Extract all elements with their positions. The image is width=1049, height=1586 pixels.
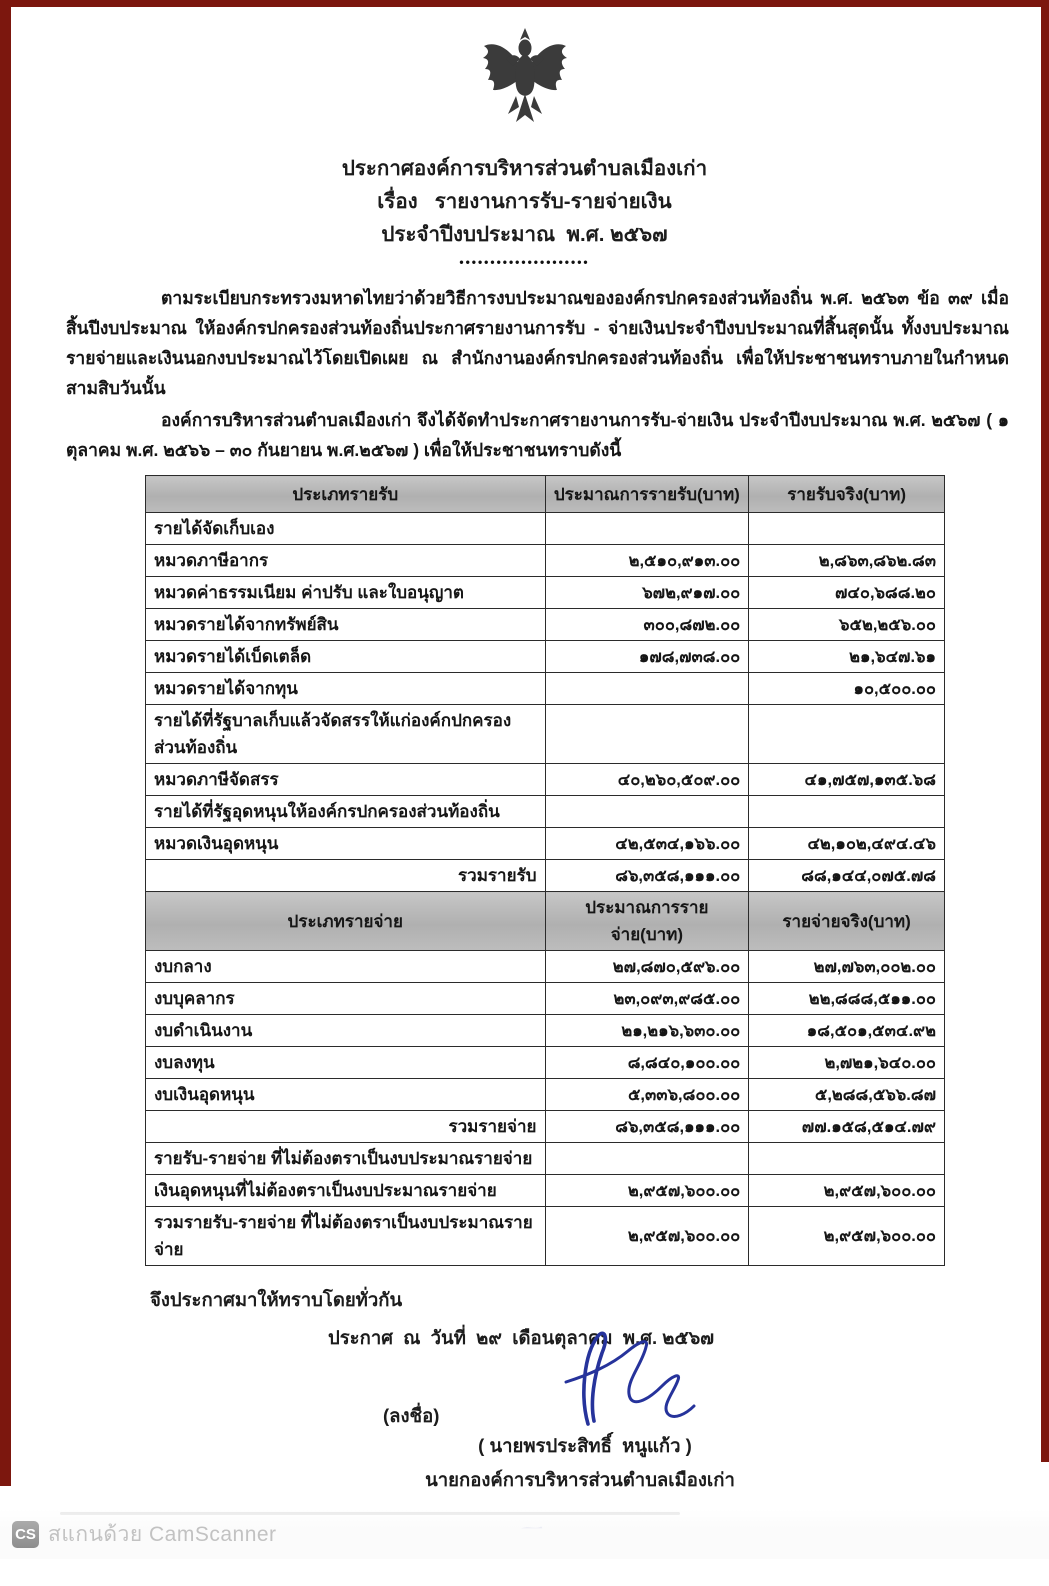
row-estimate: ๖๗๒,๙๑๗.๐๐	[545, 577, 749, 609]
row-label: หมวดรายได้จากทรัพย์สิน	[146, 609, 546, 641]
row-estimate	[545, 1143, 749, 1175]
row-estimate: ๔๒,๕๓๔,๑๖๖.๐๐	[545, 828, 749, 860]
star-divider: •••••••••••••••••••••	[459, 255, 590, 269]
row-actual: ๕,๒๘๘,๕๖๖.๘๗	[749, 1079, 945, 1111]
row-estimate: ๒๓,๐๙๓,๙๘๕.๐๐	[545, 983, 749, 1015]
signature-ink	[548, 1326, 708, 1434]
row-actual: ๒,๙๕๗,๖๐๐.๐๐	[749, 1175, 945, 1207]
row-estimate	[545, 513, 749, 545]
row-actual: ๒,๙๕๗,๖๐๐.๐๐	[749, 1207, 945, 1266]
row-actual: ๗๔๐,๖๘๘.๒๐	[749, 577, 945, 609]
camscanner-badge-icon: CS	[12, 1521, 39, 1548]
row-estimate: ๕,๓๓๖,๘๐๐.๐๐	[545, 1079, 749, 1111]
row-actual: ๗๗.๑๕๘,๕๑๔.๗๙	[749, 1111, 945, 1143]
table-row	[146, 828, 945, 860]
scan-border-top	[0, 0, 1049, 7]
row-actual: ๖๕๒,๒๕๖.๐๐	[749, 609, 945, 641]
row-estimate: ๓๐๐,๘๗๒.๐๐	[545, 609, 749, 641]
expense-col-estimate: ประมาณการรายจ่าย(บาท)	[545, 892, 749, 951]
row-actual: ๒๑,๖๔๗.๖๑	[749, 641, 945, 673]
camscanner-footer	[0, 1509, 1049, 1559]
closing-statement: จึงประกาศมาให้ทราบโดยทั่วกัน	[150, 1289, 403, 1310]
receipts-expenditure-table	[145, 475, 945, 1266]
sign-label: (ลงชื่อ)	[383, 1405, 440, 1426]
table-row	[146, 764, 945, 796]
table-row	[146, 983, 945, 1015]
row-estimate: ๒๗,๘๗๐,๕๙๖.๐๐	[545, 951, 749, 983]
row-estimate	[545, 673, 749, 705]
table-row	[146, 1175, 945, 1207]
row-label: รายได้จัดเก็บเอง	[146, 513, 546, 545]
row-label: หมวดภาษีอากร	[146, 545, 546, 577]
grand-total-row	[146, 1207, 945, 1266]
row-actual	[749, 1143, 945, 1175]
table-row	[146, 673, 945, 705]
document-subject: เรื่อง รายงานการรับ-รายจ่ายเงิน	[377, 190, 672, 213]
row-label: รายได้ที่รัฐอุดหนุนให้องค์กรปกครองส่วนท้องถิ่น	[146, 796, 546, 828]
table-row	[146, 1015, 945, 1047]
row-label: รวมรายรับ-รายจ่าย ที่ไม่ต้องตราเป็นงบประมาณรายจ่าย	[146, 1207, 546, 1266]
table-row	[146, 1143, 945, 1175]
row-label: งบบุคลากร	[146, 983, 546, 1015]
row-actual	[749, 796, 945, 828]
row-estimate	[545, 705, 749, 764]
table-row	[146, 951, 945, 983]
row-estimate: ๒,๕๑๐,๙๑๓.๐๐	[545, 545, 749, 577]
row-label: งบดำเนินงาน	[146, 1015, 546, 1047]
row-label: หมวดรายได้จากทุน	[146, 673, 546, 705]
scan-border-right	[1041, 0, 1049, 1462]
paragraph-announcement: องค์การบริหารส่วนตำบลเมืองเก่า จึงได้จัดทำประกาศรายงานการรับ-จ่ายเงิน ประจำปีงบประมาณ พ.ศ. ๒๕๖๗ ( ๑ ตุลาคม พ.ศ. ๒๕๖๖ – ๓๐ กันยายน พ.ศ.๒๕๖๗ ) เพื่อให้ประชาชนทราบดังนี้	[66, 410, 1009, 460]
row-actual: ๑๐,๕๐๐.๐๐	[749, 673, 945, 705]
emblem-area	[0, 0, 1049, 142]
income-col-actual: รายรับจริง(บาท)	[749, 476, 945, 513]
table-row	[146, 609, 945, 641]
row-label: รวมรายจ่าย	[146, 1111, 546, 1143]
row-label: เงินอุดหนุนที่ไม่ต้องตราเป็นงบประมาณรายจ่าย	[146, 1175, 546, 1207]
row-estimate: ๘๖,๓๕๘,๑๑๑.๐๐	[545, 1111, 749, 1143]
row-label: หมวดเงินอุดหนุน	[146, 828, 546, 860]
row-label: งบกลาง	[146, 951, 546, 983]
row-label: งบลงทุน	[146, 1047, 546, 1079]
row-estimate	[545, 796, 749, 828]
document-title: ประกาศองค์การบริหารส่วนตำบลเมืองเก่า	[341, 157, 708, 180]
row-label: หมวดรายได้เบ็ดเตล็ด	[146, 641, 546, 673]
expense-total-row	[146, 1111, 945, 1143]
row-actual	[749, 705, 945, 764]
row-actual: ๘๘,๑๔๔,๐๗๕.๗๘	[749, 860, 945, 892]
row-label: รายได้ที่รัฐบาลเก็บแล้วจัดสรรให้แก่องค์กปกครองส่วนท้องถิ่น	[146, 705, 546, 764]
row-estimate: ๘๖,๓๕๘,๑๑๑.๐๐	[545, 860, 749, 892]
signer-name: ( นายพรประสิทธิ์ หนูแก้ว )	[478, 1435, 692, 1456]
row-actual: ๒๒,๘๘๘,๕๑๑.๐๐	[749, 983, 945, 1015]
row-label: หมวดค่าธรรมเนียม ค่าปรับ และใบอนุญาต	[146, 577, 546, 609]
table-row	[146, 1047, 945, 1079]
row-actual: ๔๒,๑๐๒,๔๙๔.๔๖	[749, 828, 945, 860]
row-estimate: ๒,๙๕๗,๖๐๐.๐๐	[545, 1207, 749, 1266]
body-paragraphs	[66, 283, 1009, 465]
expense-col-actual: รายจ่ายจริง(บาท)	[749, 892, 945, 951]
scan-border-left	[0, 0, 11, 1486]
income-col-category: ประเภทรายรับ	[146, 476, 546, 513]
table-row	[146, 796, 945, 828]
table-row	[146, 1079, 945, 1111]
row-estimate: ๒,๙๕๗,๖๐๐.๐๐	[545, 1175, 749, 1207]
garuda-emblem-icon	[477, 24, 573, 136]
table-row	[146, 577, 945, 609]
row-actual: ๔๑,๗๕๗,๑๓๕.๖๘	[749, 764, 945, 796]
row-actual	[749, 513, 945, 545]
expense-header-row	[146, 892, 945, 951]
income-header-row	[146, 476, 945, 513]
row-actual: ๒๗,๗๖๓,๐๐๒.๐๐	[749, 951, 945, 983]
table-row	[146, 641, 945, 673]
row-estimate: ๑๗๘,๗๓๘.๐๐	[545, 641, 749, 673]
row-label: รวมรายรับ	[146, 860, 546, 892]
row-actual: ๒,๗๒๑,๖๔๐.๐๐	[749, 1047, 945, 1079]
row-actual: ๒,๘๖๓,๘๖๒.๘๓	[749, 545, 945, 577]
income-col-estimate: ประมาณการรายรับ(บาท)	[545, 476, 749, 513]
table-row	[146, 705, 945, 764]
income-total-row	[146, 860, 945, 892]
announcement-date: ประกาศ ณ วันที่ ๒๙ เดือนตุลาคม พ.ศ. ๒๕๖๗	[328, 1327, 715, 1348]
document-fiscal-year: ประจำปีงบประมาณ พ.ศ. ๒๕๖๗	[381, 223, 668, 246]
document-header	[0, 152, 1049, 273]
camscanner-watermark-text: สแกนด้วย CamScanner	[48, 1522, 277, 1546]
row-estimate: ๔๐,๒๖๐,๕๐๙.๐๐	[545, 764, 749, 796]
row-label: งบเงินอุดหนุน	[146, 1079, 546, 1111]
paragraph-regulation: ตามระเบียบกระทรวงมหาดไทยว่าด้วยวิธีการงบประมาณขององค์กรปกครองส่วนท้องถิ่น พ.ศ. ๒๕๖๓ ข้อ ๓๙ เมื่อสิ้นปีงบประมาณ ให้องค์กรปกครองส่วนท้องถิ่นประกาศรายงานการรับ - จ่ายเงินประจำปีงบประมาณที่สิ้นสุดนั้น ทั้งงบประมาณรายจ่ายและเงินนอกงบประมาณไว้โดยเปิดเผย ณ สำนักงานองค์กรปกครองส่วนท้องถิ่น เพื่อให้ประชาชนทราบภายในกำหนดสามสิบวันนั้น	[66, 288, 1009, 398]
row-label: หมวดภาษีจัดสรร	[146, 764, 546, 796]
table-row	[146, 513, 945, 545]
expense-col-category: ประเภทรายจ่าย	[146, 892, 546, 951]
row-estimate: ๒๑,๒๑๖,๖๓๐.๐๐	[545, 1015, 749, 1047]
row-label: รายรับ-รายจ่าย ที่ไม่ต้องตราเป็นงบประมาณรายจ่าย	[146, 1143, 546, 1175]
row-actual: ๑๘,๕๐๑,๕๓๔.๙๒	[749, 1015, 945, 1047]
signer-title: นายกองค์การบริหารส่วนตำบลเมืองเก่า	[425, 1469, 735, 1490]
row-estimate: ๘,๘๔๐,๑๐๐.๐๐	[545, 1047, 749, 1079]
table-row	[146, 545, 945, 577]
